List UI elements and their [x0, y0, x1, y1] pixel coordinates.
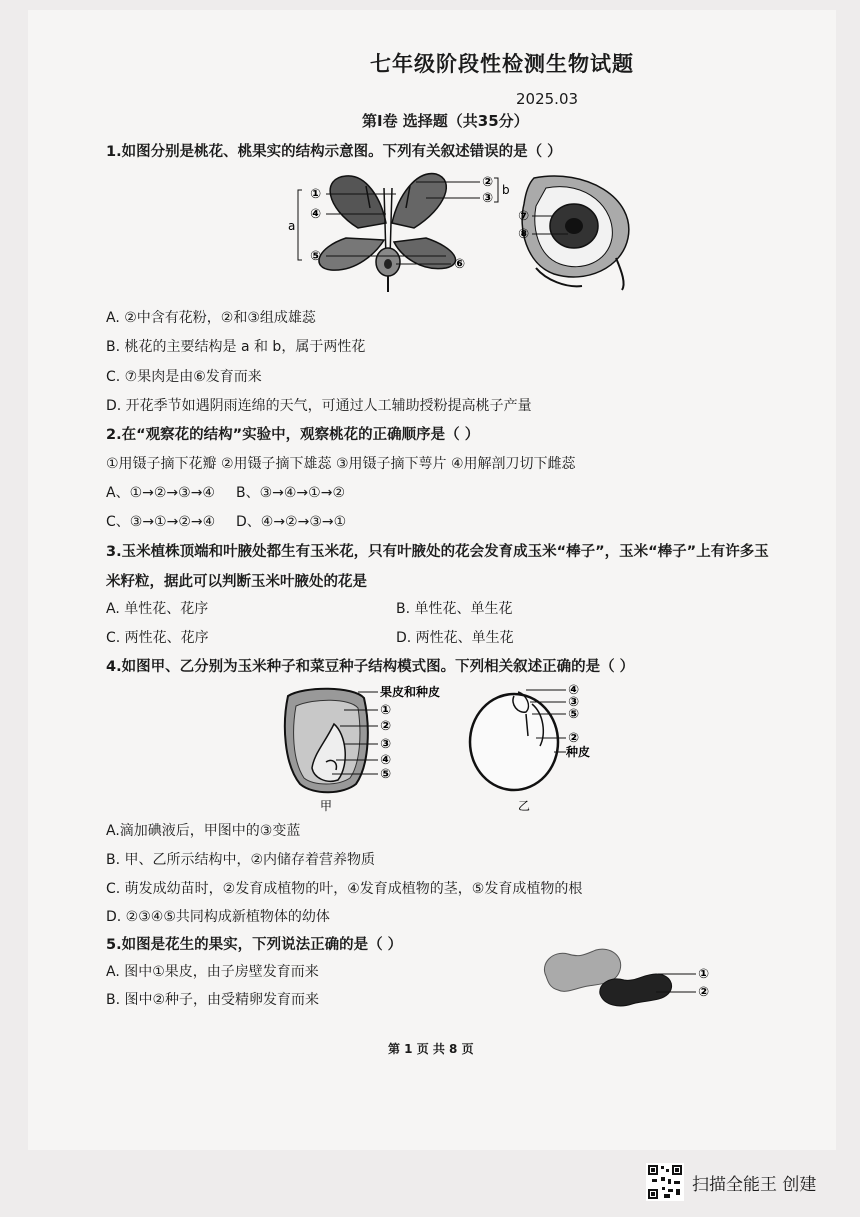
- bean-label-2: ②: [568, 731, 580, 746]
- watermark-text: 扫描全能王 创建: [692, 1174, 817, 1195]
- corn-label-3: ③: [380, 737, 392, 752]
- corn-label-1: ①: [380, 703, 392, 718]
- question-1-option-a: A. ②中含有花粉，②和③组成雄蕊: [106, 310, 316, 326]
- question-3-option-d: D. 两性花、单生花: [396, 630, 514, 646]
- bean-label-3: ③: [568, 695, 580, 710]
- bean-label-seed-coat: 种皮: [566, 745, 591, 759]
- flower-label-6: ⑥: [454, 257, 466, 272]
- question-4-option-a: A.滴加碘液后，甲图中的③变蓝: [106, 823, 301, 839]
- fruit-label-8: ⑧: [518, 227, 530, 242]
- question-2-stem: 2.在“观察花的结构”实验中，观察桃花的正确顺序是（ ）: [106, 427, 480, 443]
- figure-1-peach-flower-and-fruit: [286, 168, 646, 296]
- question-3-option-a: A. 单性花、花序: [106, 601, 209, 617]
- question-3-option-c: C. 两性花、花序: [106, 630, 209, 646]
- bean-caption: 乙: [518, 799, 531, 813]
- question-1-option-d: D. 开花季节如遇阴雨连绵的天气，可通过人工辅助授粉提高桃子产量: [106, 398, 532, 414]
- peach-flower-diagram: [298, 174, 498, 292]
- question-5-stem: 5.如图是花生的果实，下列说法正确的是（ ）: [106, 937, 403, 953]
- question-2-steps: ①用镊子摘下花瓣 ②用镊子摘下雄蕊 ③用镊子摘下萼片 ④用解剖刀切下雌蕊: [106, 456, 576, 472]
- bean-label-4: ④: [568, 684, 580, 698]
- question-3-stem-continued: 米籽粒，据此可以判断玉米叶腋处的花是: [106, 574, 367, 590]
- corn-label-5: ⑤: [380, 767, 392, 782]
- question-4-option-b: B. 甲、乙所示结构中，②内储存着营养物质: [106, 852, 376, 868]
- exam-date: 2025.03: [516, 90, 579, 108]
- bracket-b-label: b: [502, 183, 510, 197]
- bracket-a-label: a: [288, 219, 296, 233]
- qr-code-icon: [646, 1163, 684, 1201]
- flower-label-5: ⑤: [310, 249, 322, 264]
- corn-label-pericarp: 果皮和种皮: [380, 685, 441, 699]
- question-4-option-d: D. ②③④⑤共同构成新植物体的幼体: [106, 909, 330, 925]
- question-5-option-a: A. 图中①果皮，由子房壁发育而来: [106, 964, 319, 980]
- figure-5-peanut: [540, 944, 720, 1016]
- flower-label-2: ②: [482, 175, 494, 190]
- question-4-stem: 4.如图甲、乙分别为玉米种子和菜豆种子结构模式图。下列相关叙述正确的是（ ）: [106, 659, 635, 675]
- question-3-stem: 3.玉米植株顶端和叶腋处都生有玉米花，只有叶腋处的花会发育成玉米“棒子”，玉米“棒子”上有许多玉: [106, 544, 769, 560]
- peanut-label-1: ①: [698, 967, 710, 982]
- question-4-option-c: C. 萌发成幼苗时，②发育成植物的叶，④发育成植物的茎，⑤发育成植物的根: [106, 881, 583, 897]
- flower-label-3: ③: [482, 191, 494, 206]
- question-1-stem: 1.如图分别是桃花、桃果实的结构示意图。下列有关叙述错误的是（ ）: [106, 144, 562, 160]
- question-5-option-b: B. 图中②种子，由受精卵发育而来: [106, 992, 320, 1008]
- bean-seed-diagram: [470, 690, 566, 790]
- question-2-option-b: B、③→④→①→②: [236, 485, 345, 501]
- scanner-watermark: [646, 1162, 816, 1202]
- page-title: 七年级阶段性检测生物试题: [370, 52, 634, 76]
- question-2-option-d: D、④→②→③→①: [236, 514, 347, 530]
- question-2-option-a: A、①→②→③→④: [106, 485, 215, 501]
- corn-label-2: ②: [380, 719, 392, 734]
- bean-label-5: ⑤: [568, 707, 580, 722]
- question-1-option-c: C. ⑦果肉是由⑥发育而来: [106, 369, 262, 385]
- corn-caption: 甲: [320, 799, 333, 813]
- question-1-option-b: B. 桃花的主要结构是 a 和 b，属于两性花: [106, 339, 366, 355]
- peanut-diagram: [544, 949, 696, 1006]
- corn-seed-diagram: [285, 689, 378, 793]
- flower-label-1: ①: [310, 187, 322, 202]
- flower-label-4: ④: [310, 207, 322, 222]
- section-heading: 第Ⅰ卷 选择题（共35分）: [362, 112, 529, 130]
- peanut-label-2: ②: [698, 985, 710, 1000]
- fruit-label-7: ⑦: [518, 209, 530, 224]
- page-number: 第 1 页 共 8 页: [388, 1042, 474, 1056]
- peach-fruit-diagram: [522, 176, 629, 290]
- question-2-option-c: C、③→①→②→④: [106, 514, 216, 530]
- figure-4-seed-diagrams: [274, 684, 594, 814]
- corn-label-4: ④: [380, 753, 392, 768]
- question-3-option-b: B. 单性花、单生花: [396, 601, 513, 617]
